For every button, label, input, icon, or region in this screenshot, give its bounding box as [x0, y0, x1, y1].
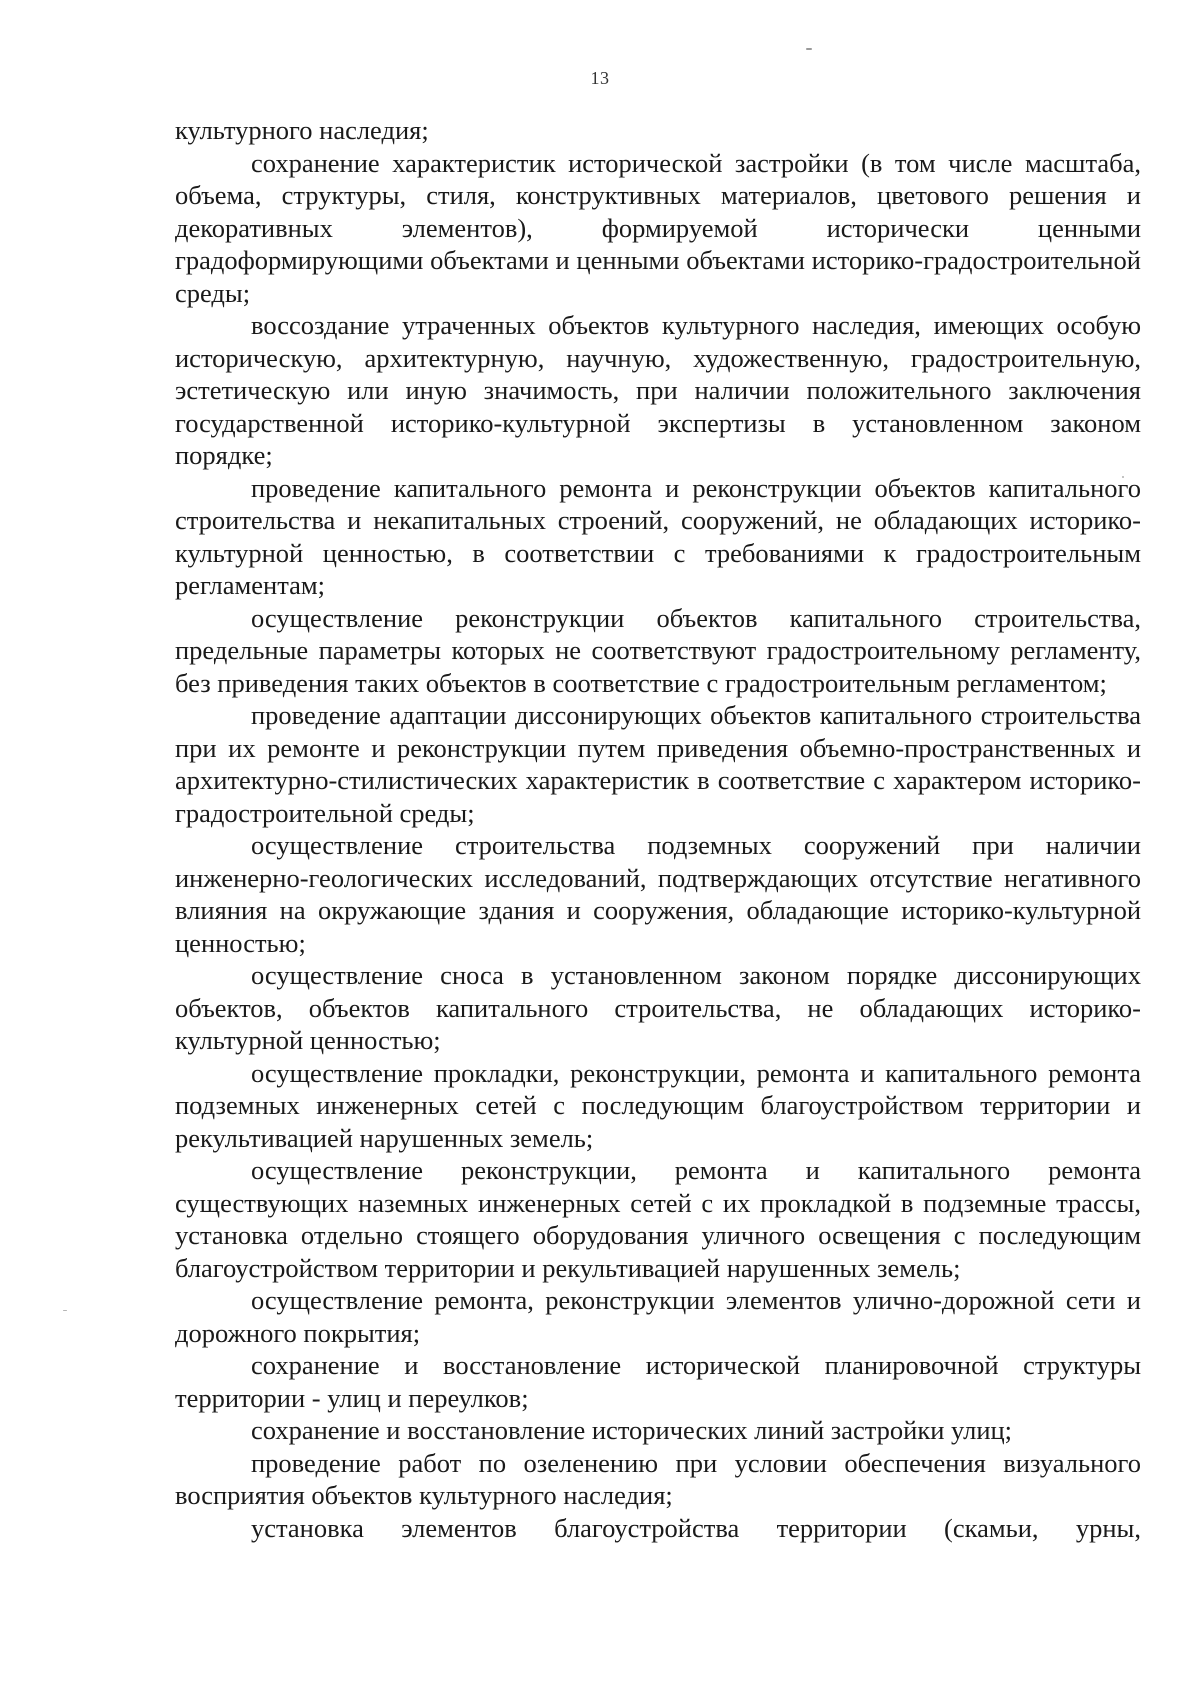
- paragraph: сохранение и восстановление исторической планировочной структуры территории - улиц и переулков;: [175, 1350, 1141, 1413]
- paragraph: осуществление ремонта, реконструкции элементов улично-дорожной сети и дорожного покрытия;: [175, 1285, 1141, 1348]
- scan-speck: [63, 1310, 67, 1311]
- paragraph: проведение работ по озеленению при условии обеспечения визуального восприятия объектов культурного наследия;: [175, 1447, 1141, 1510]
- paragraph: осуществление строительства подземных сооружений при наличии инженерно-геологических исследований, подтверждающих отсутствие негативного влияния на окружающие здания и сооружения, обладающие историко-культурной ценностью;: [175, 830, 1141, 958]
- page-number: 13: [590, 68, 610, 88]
- paragraph: осуществление реконструкции, ремонта и капитального ремонта существующих наземных инженерных сетей с их прокладкой в подземные трассы, установка отдельно стоящего оборудования уличного освещения с последующим благоустройством территории и рекультивацией нарушенных земель;: [175, 1155, 1141, 1283]
- paragraph: сохранение характеристик исторической застройки (в том числе масштаба, объема, структуры, стиля, конструктивных материалов, цветового решения и декоративных элементов), формируемой исторически ценными градоформирующими объектами и ценными объектами историко-градостроительной среды;: [175, 147, 1141, 308]
- paragraph: проведение капитального ремонта и реконструкции объектов капитального строительства и некапитальных строений, сооружений, не обладающих историко-культурной ценностью, в соответствии с требованиями к градостроительным регламентам;: [175, 472, 1141, 600]
- paragraph: культурного наследия;: [175, 115, 429, 145]
- document-body: [175, 114, 1141, 1544]
- paragraph: проведение адаптации диссонирующих объектов капитального строительства при их ремонте и реконструкции путем приведения объемно-пространственных и архитектурно-стилистических характеристик в соответствие с характером историко-градостроительной среды;: [175, 700, 1141, 828]
- paragraph: установка элементов благоустройства территории (скамьи, урны,: [251, 1512, 1141, 1543]
- paragraph: осуществление прокладки, реконструкции, ремонта и капитального ремонта подземных инженерных сетей с последующим благоустройством территории и рекультивацией нарушенных земель;: [175, 1057, 1141, 1153]
- paragraph: осуществление сноса в установленном законом порядке диссонирующих объектов, объектов капитального строительства, не обладающих историко-культурной ценностью;: [175, 960, 1141, 1055]
- scan-speck: [806, 48, 812, 50]
- paragraph: воссоздание утраченных объектов культурного наследия, имеющих особую историческую, архитектурную, научную, художественную, градостроительную, эстетическую или иную значимость, при наличии положительного заключения государственной историко-культурной экспертизы в установленном законом порядке;: [175, 310, 1141, 470]
- paragraph: осуществление реконструкции объектов капитального строительства, предельные параметры которых не соответствуют градостроительному регламенту, без приведения таких объектов в соответствие с градостроительным регламентом;: [175, 602, 1141, 698]
- paragraph: сохранение и восстановление исторических линий застройки улиц;: [251, 1415, 1013, 1445]
